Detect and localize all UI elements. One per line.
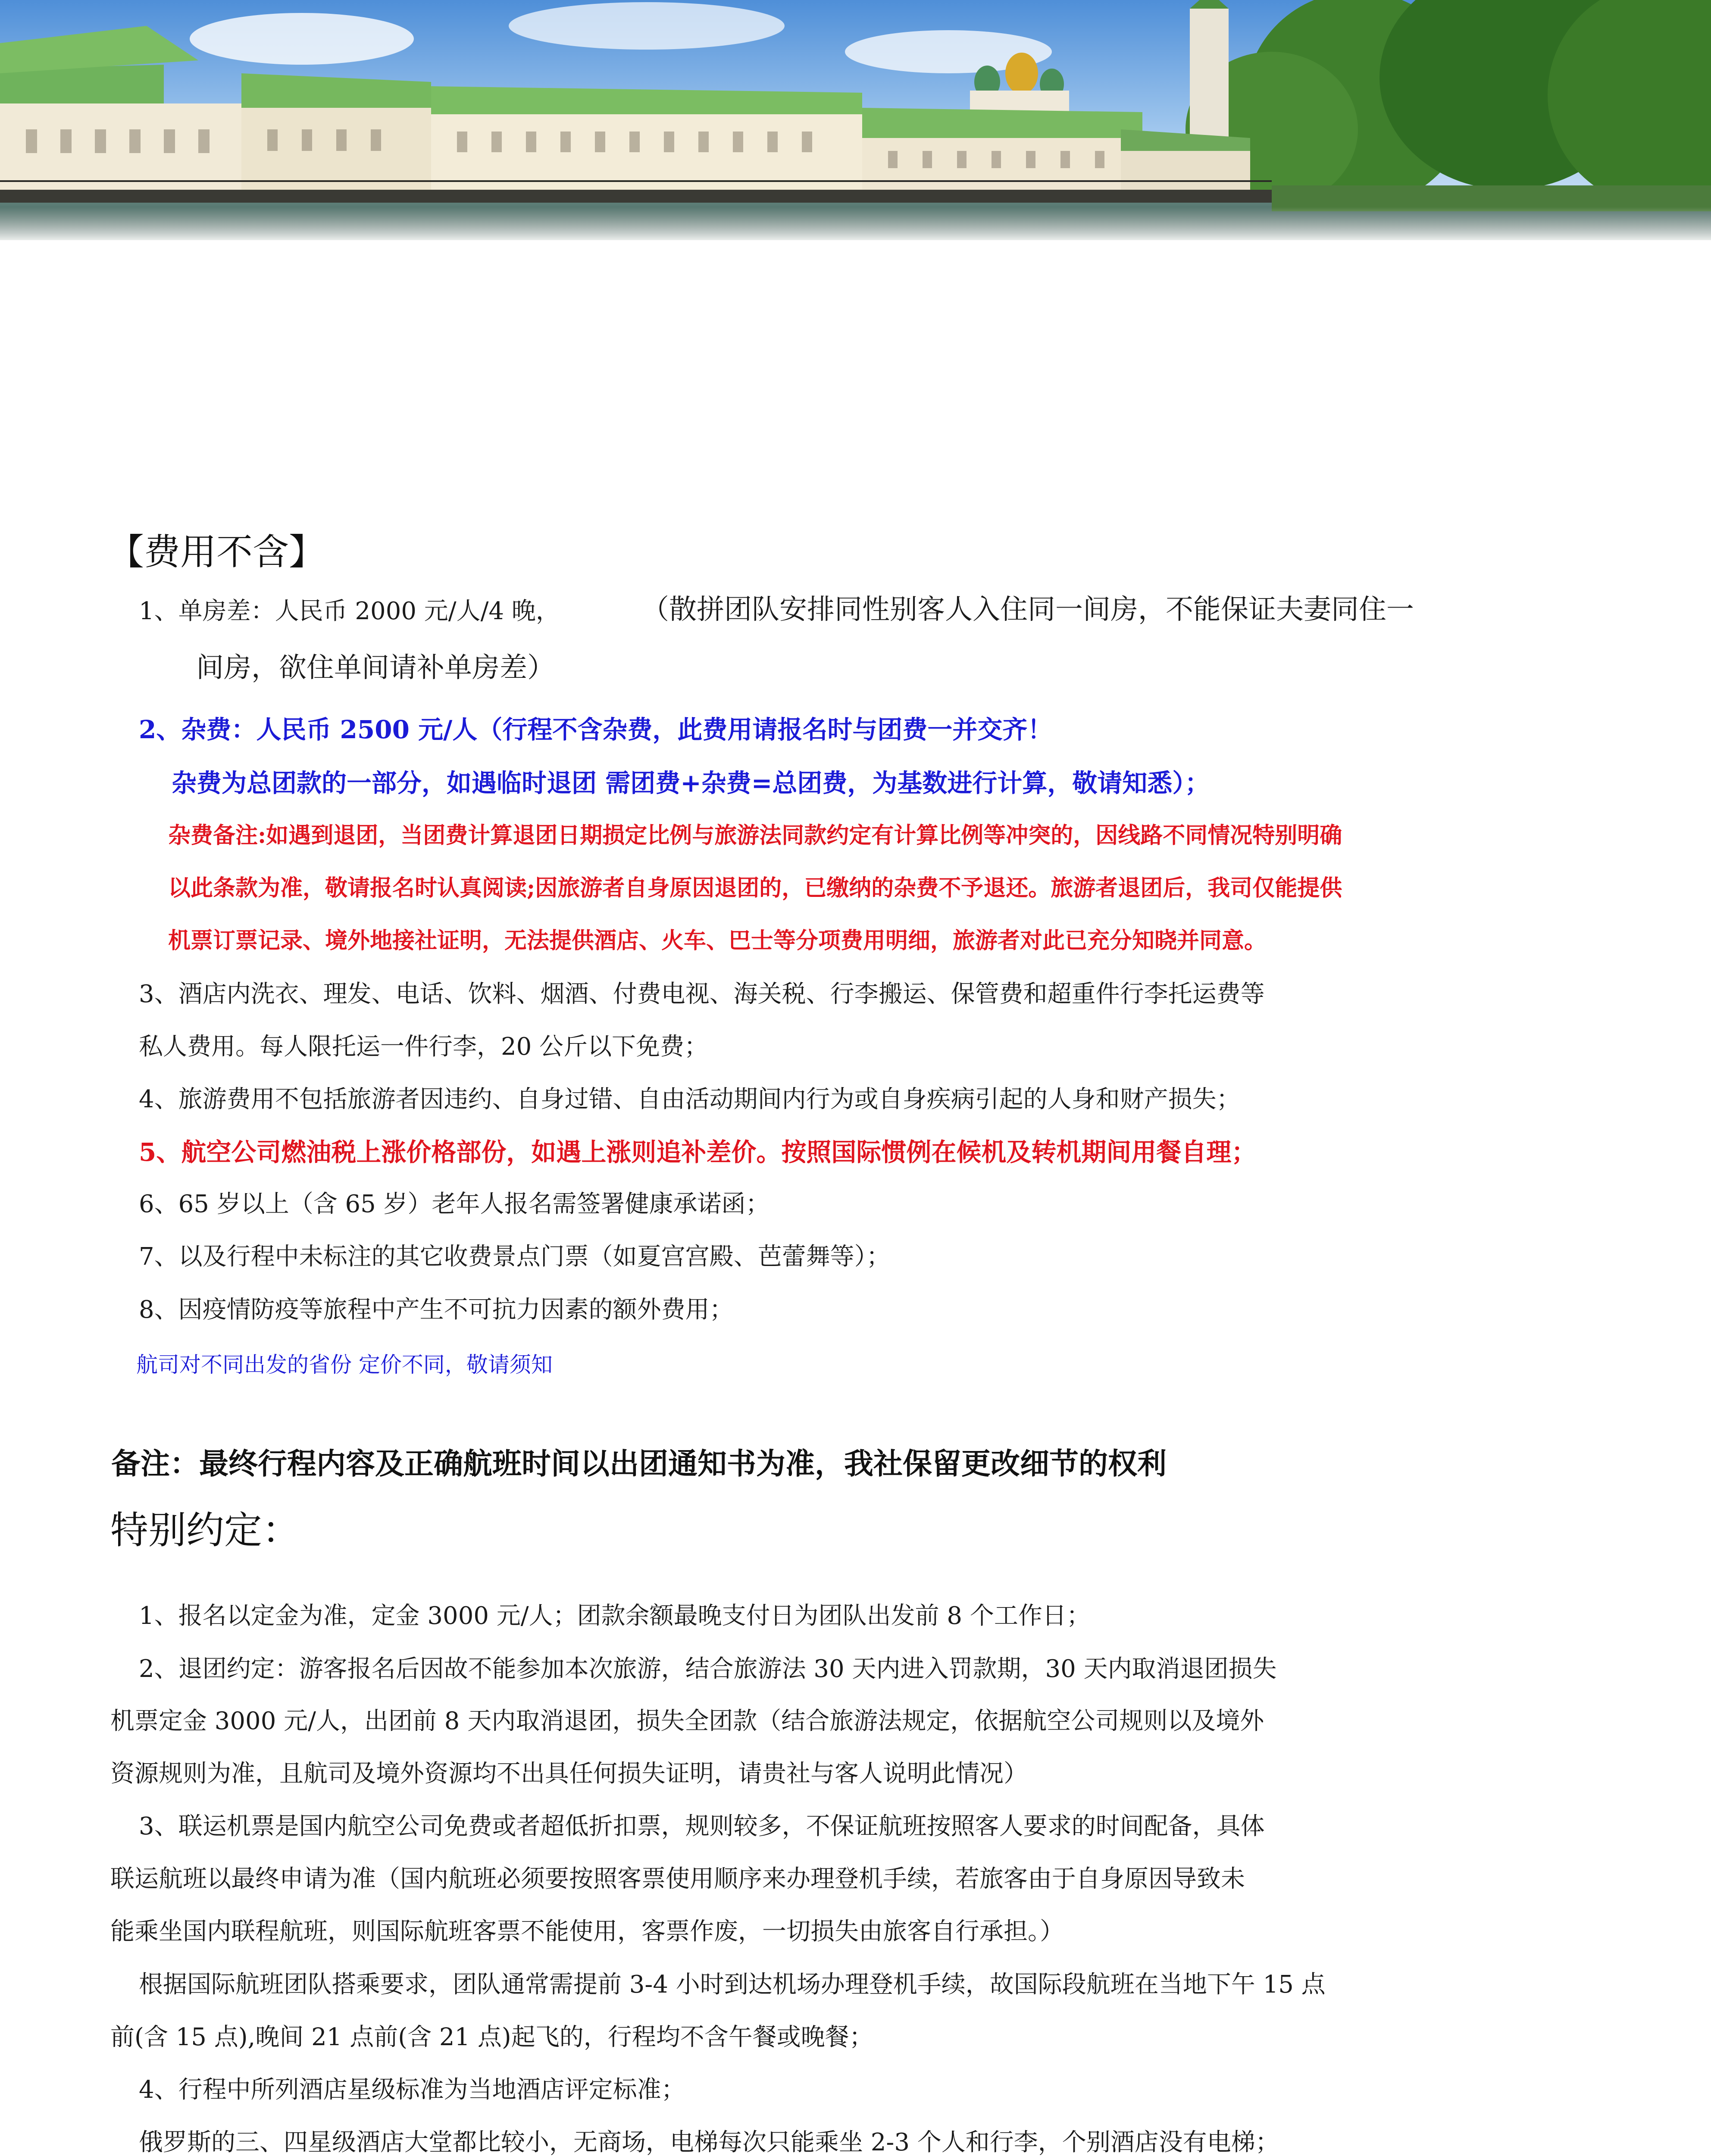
fee-item-6: 6、65 岁以上（含 65 岁）老年人报名需签署健康承诺函； (139, 1190, 770, 1218)
fee-item-4: 4、旅游费用不包括旅游者因违约、自身过错、自由活动期间内行为或自身疾病引起的人身和财产损失； (139, 1085, 1241, 1113)
fee-item-2-note-line-3: 机票订票记录、境外地接社证明，无法提供酒店、火车、巴士等分项费用明细，旅游者对此已充分知晓并同意。 (168, 928, 1267, 954)
airline-pricing-note: 航司对不同出发的省份 定价不同，敬请须知 (136, 1352, 553, 1377)
fee-item-3-line-1: 3、酒店内洗衣、理发、电话、饮料、烟酒、付费电视、海关税、行李搬运、保管费和超重件行李托运费等 (139, 980, 1265, 1008)
fee-item-2-line-2: 杂费为总团款的一部分，如遇临时退团 需团费+杂费=总团费，为基数进行计算，敬请知悉）； (172, 768, 1210, 798)
special-item-3-line-3: 能乘坐国内联程航班，则国际航班客票不能使用，客票作废，一切损失由旅客自行承担。） (110, 1918, 1064, 1946)
fee-item-3-line-2: 私人费用。每人限托运一件行李，20 公斤以下免费； (139, 1033, 709, 1061)
fee-excluded-heading: 【费用不含】 (108, 531, 325, 573)
fee-item-2-line-1: 2、杂费：人民币 2500 元/人（行程不含杂费，此费用请报名时与团费一并交齐！ (139, 715, 1053, 744)
special-item-3-line-2: 联运航班以最终申请为准（国内航班必须要按照客票使用顺序来办理登机手续，若旅客由于自身原因导致未 (110, 1865, 1245, 1893)
special-item-2-line-3: 资源规则为准，且航司及境外资源均不出具任何损失证明，请贵社与客人说明此情况） (110, 1760, 1028, 1788)
fee-item-1-line-2: 间房，欲住单间请补单房差） (196, 652, 555, 684)
header-banner-photo (0, 0, 1711, 240)
fee-item-2-note-line-2: 以此条款为准，敬请报名时认真阅读;因旅游者自身原因退团的，已缴纳的杂费不予退还。旅游者退团后，我司仅能提供 (168, 875, 1342, 901)
special-item-4: 4、行程中所列酒店星级标准为当地酒店评定标准； (139, 2076, 685, 2104)
special-flight-note-line-1: 根据国际航班团队搭乘要求，团队通常需提前 3-4 小时到达机场办理登机手续，故国际段航班在当地下午 15 点 (139, 1971, 1326, 1999)
fee-item-7: 7、以及行程中未标注的其它收费景点门票（如夏宫宫殿、芭蕾舞等）； (139, 1243, 891, 1271)
fee-item-8: 8、因疫情防疫等旅程中产生不可抗力因素的额外费用； (139, 1296, 734, 1324)
palace-landscape-image (0, 0, 1711, 240)
itinerary-remark: 备注：最终行程内容及正确航班时间以出团通知书为准，我社保留更改细节的权利 (111, 1447, 1167, 1481)
fee-item-2-note-line-1: 杂费备注:如遇到退团，当团费计算退团日期损定比例与旅游法同款约定有计算比例等冲突的，因线路不同情况特别明确 (168, 822, 1342, 849)
fee-item-1-line-1a: 1、单房差：人民币 2000 元/人/4 晚， (139, 597, 560, 625)
special-agreement-heading: 特别约定： (110, 1508, 300, 1552)
special-item-3-line-1: 3、联运机票是国内航空公司免费或者超低折扣票，规则较多，不保证航班按照客人要求的时间配备，具体 (139, 1812, 1265, 1840)
special-item-2-line-2: 机票定金 3000 元/人，出团前 8 天内取消退团，损失全团款（结合旅游法规定，依据航空公司规则以及境外 (110, 1707, 1264, 1735)
special-item-1: 1、报名以定金为准，定金 3000 元/人；团款余额最晚支付日为团队出发前 8 个工作日； (139, 1602, 1091, 1630)
special-item-2-line-1: 2、退团约定：游客报名后因故不能参加本次旅游，结合旅游法 30 天内进入罚款期，30 天内取消退团损失 (139, 1655, 1277, 1683)
special-hotel-note: 俄罗斯的三、四星级酒店大堂都比较小，无商场，电梯每次只能乘坐 2-3 个人和行李，个别酒店没有电梯； (139, 2128, 1279, 2156)
fee-item-1-line-1b: （散拼团队安排同性别客人入住同一间房，不能保证夫妻同住一 (641, 594, 1414, 626)
special-flight-note-line-2: 前(含 15 点),晚间 21 点前(含 21 点)起飞的，行程均不含午餐或晚餐； (110, 2023, 873, 2051)
fee-item-5: 5、航空公司燃油税上涨价格部份，如遇上涨则追补差价。按照国际惯例在候机及转机期间用餐自理； (139, 1138, 1257, 1167)
